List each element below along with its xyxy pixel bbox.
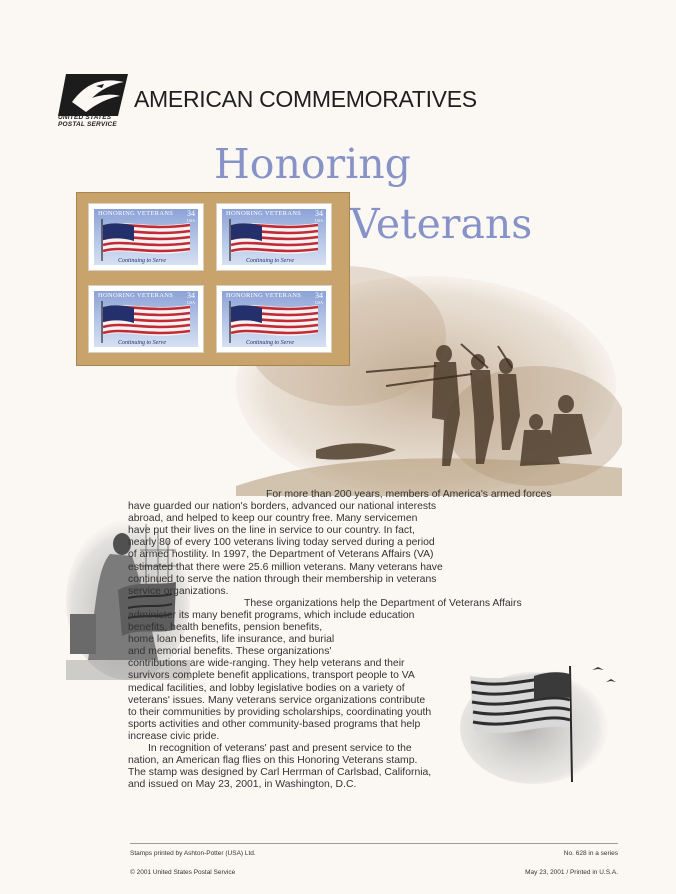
stamp-block-of-four [76,192,350,366]
american-flag-illustration [228,301,320,343]
denomination-value: 34 [187,209,195,218]
stamp [217,286,331,352]
american-flag-illustration [100,219,192,261]
stamp-caption-top: HONORING VETERANS [226,210,302,217]
american-flag-illustration [228,219,320,261]
country-label: USA [314,218,323,223]
logo-text-line2: POSTAL SERVICE [58,121,117,128]
body-paragraph: In recognition of veterans' past and present service to the nation, an American flag flies on this Honoring Veterans stamp. The stamp was designed by Carl Herrman of Carlsbad, California, and issued on May 23, 2001, in Washington, D.C. [128,742,432,791]
stamp [217,204,331,270]
footer-printer: Stamps printed by Ashton-Potter (USA) Ltd. [130,850,256,857]
country-label: USA [186,218,195,223]
denomination-value: 34 [187,291,195,300]
stamp-caption-bottom: Continuing to Serve [118,258,166,264]
footer-issue-date: May 23, 2001 / Printed in U.S.A. [525,869,618,876]
stamp-denomination [187,210,195,223]
stamp-denomination [315,292,323,305]
body-paragraph: These organizations help the Department of Veterans Affairs administer its many benefit programs, which include education benefits, health benefits, pension benefits, home loan benefits, life insurance, and burial and memorial benefits. These organizations' contributions are wide-ranging. They help veterans and their survivors complete benefit applications, transport people to VA medical facilities, and lobby legislative bodies on a variety of veterans' issues. Many veterans service organizations contribute to their communities by providing scholarships, coordinating youth sports activities and other community-based programs that help increase civic pride. [128,597,522,742]
stamp-caption-top: HONORING VETERANS [98,210,174,217]
logo-text-line1: UNITED STATES [58,114,112,121]
stamp-denomination [315,210,323,223]
body-text [128,489,590,791]
denomination-value: 34 [315,291,323,300]
stamp-caption-top: HONORING VETERANS [98,292,174,299]
body-paragraph: For more than 200 years, members of America's armed forces have guarded our nation's borders, advanced our national interests abroad, and helped to keep our country free. Many servicemen have put their lives on the line in service to our country. In fact, nearly 80 of every 100 veterans living today served during a period of armed hostility. In 1997, the Department of Veterans Affairs (VA) estimated that there were 25.6 million veterans. Many veterans have continued to serve the nation through their membership in veterans service organizations. [128,489,552,597]
country-label: USA [314,300,323,305]
stamp-caption-top: HONORING VETERANS [226,292,302,299]
stamp [89,286,203,352]
footer-series-number: No. 628 in a series [563,850,618,857]
denomination-value: 34 [315,209,323,218]
stamp-title-line1: Honoring [214,140,411,188]
stamp [89,204,203,270]
stamp-caption-bottom: Continuing to Serve [118,340,166,346]
stamp-denomination [187,292,195,305]
series-title: AMERICAN COMMEMORATIVES [134,86,477,112]
stamp-caption-bottom: Continuing to Serve [246,258,294,264]
usps-logo-text [58,114,117,128]
american-flag-illustration [100,301,192,343]
footer-divider [130,843,618,844]
stamp-caption-bottom: Continuing to Serve [246,340,294,346]
stamp-title-line2: Veterans [350,200,533,248]
country-label: USA [186,300,195,305]
footer-copyright: © 2001 United States Postal Service [130,869,236,876]
